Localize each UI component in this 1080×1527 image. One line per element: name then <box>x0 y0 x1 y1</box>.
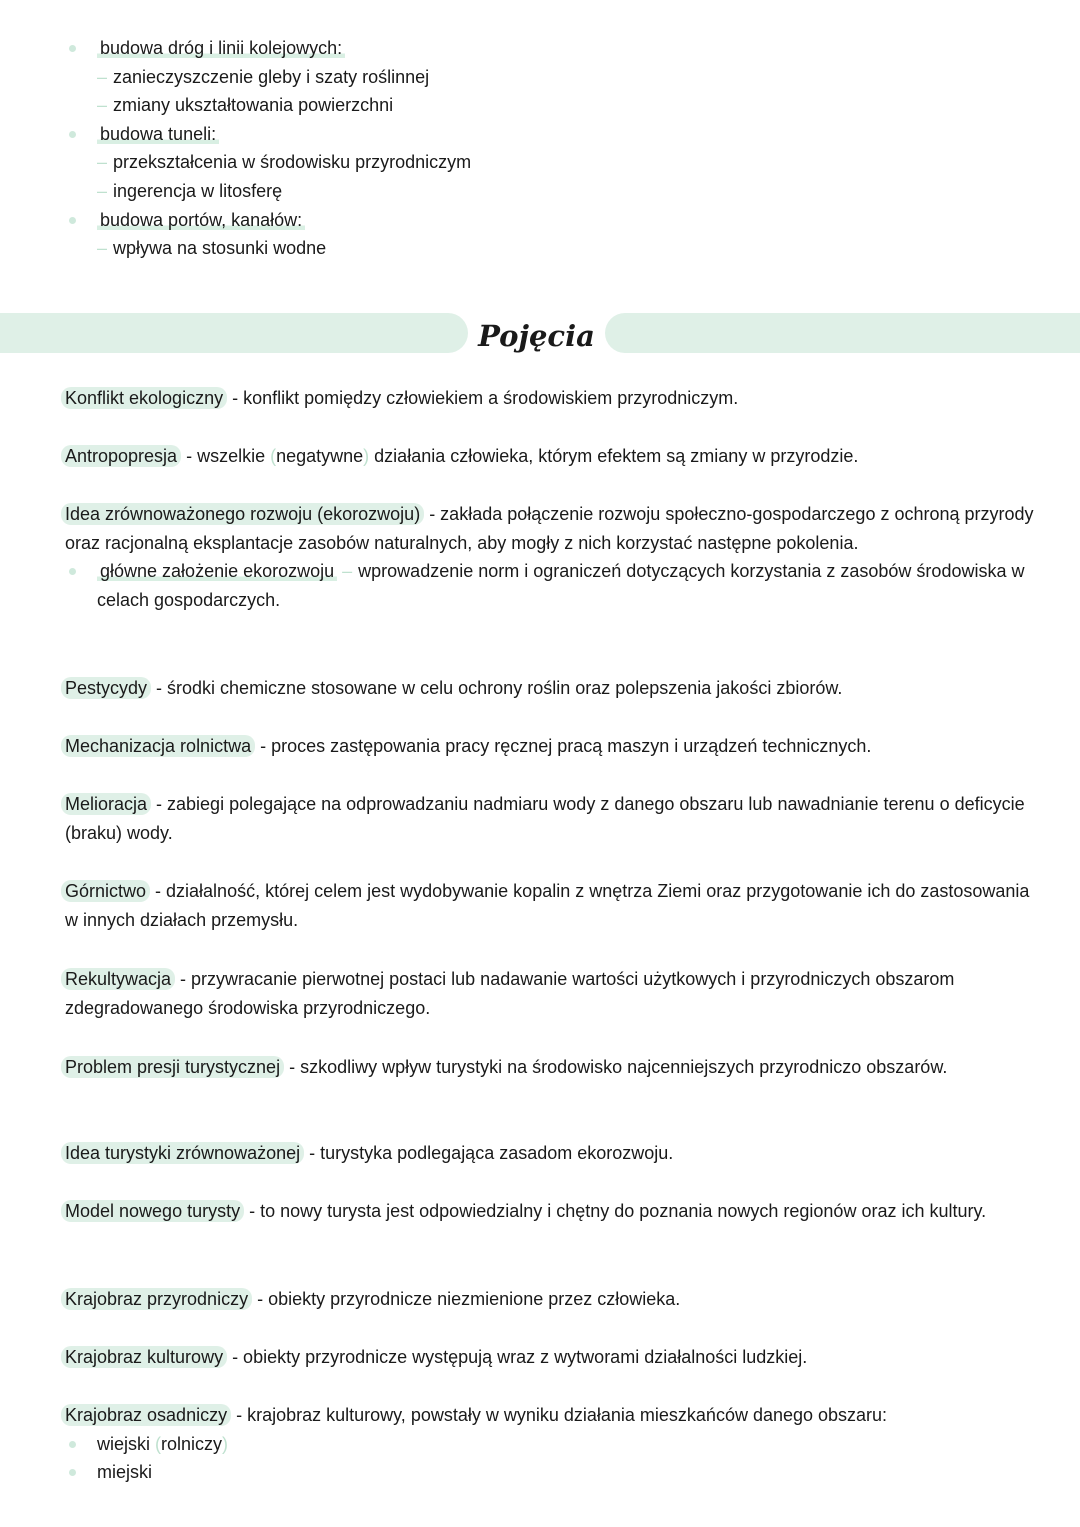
definition <box>65 1139 1045 1168</box>
bullet-icon <box>69 217 76 224</box>
bullet-icon <box>69 131 76 138</box>
sub-item: – ingerencja w litosferę <box>97 180 283 201</box>
definition <box>65 1197 1045 1226</box>
sub-item: – przekształcenia w środowisku przyrodniczym <box>97 152 472 173</box>
definition-text: działania człowieka, którym efektem są zmiany w przyrodzie. <box>369 446 859 466</box>
term: Melioracja <box>61 793 151 815</box>
term: Antropopresja <box>61 445 181 467</box>
list-item-label: główne założenie ekorozwoju <box>97 561 337 581</box>
list-item: wiejski (rolniczy) <box>65 1430 1045 1459</box>
list-item-label: budowa portów, kanałów: <box>97 210 305 230</box>
heading-band-left <box>0 313 468 353</box>
term: Konflikt ekologiczny <box>61 387 227 409</box>
definition <box>65 1401 1045 1487</box>
term: Rekultywacja <box>61 968 175 990</box>
definition <box>65 1285 1045 1314</box>
definition-text: - zabiegi polegające na odprowadzaniu nadmiaru wody z danego obszaru lub nawadnianie terenu o deficycie (braku) wody. <box>65 794 1025 843</box>
list-item-text: wiejski <box>97 1433 156 1454</box>
definition-text: - obiekty przyrodnicze niezmienione przez człowieka. <box>252 1289 681 1309</box>
list-item: główne założenie ekorozwoju – wprowadzenie norm i ograniczeń dotyczących korzystania z zasobów środowiska w celach gospodarczych. <box>65 557 1045 614</box>
parenthetical: rolniczy <box>161 1433 223 1454</box>
list-item <box>65 1458 1045 1487</box>
definition-text: - krajobraz kulturowy, powstały w wyniku działania mieszkańców danego obszaru: <box>231 1405 888 1425</box>
definition <box>65 500 1045 614</box>
term: Krajobraz przyrodniczy <box>61 1288 252 1310</box>
parenthetical: negatywne <box>276 446 364 466</box>
definition <box>65 384 1045 413</box>
term: Krajobraz kulturowy <box>61 1346 227 1368</box>
bullet-icon <box>69 1469 76 1476</box>
term: Idea turystyki zrównoważonej <box>61 1142 304 1164</box>
term: Problem presji turystycznej <box>61 1056 284 1078</box>
bullet-icon <box>69 45 76 52</box>
definition-text: - obiekty przyrodnicze występują wraz z wytworami działalności ludzkiej. <box>227 1347 808 1367</box>
bullet-icon <box>69 568 76 575</box>
section-heading: Pojęcia <box>478 319 595 353</box>
term: Idea zrównoważonego rozwoju (ekorozwoju) <box>61 503 424 525</box>
heading-band-right <box>605 313 1080 353</box>
list-item-text: wprowadzenie norm i ograniczeń dotyczących korzystania z zasobów środowiska w celach gospodarczych. <box>97 561 1025 610</box>
definition-text: - środki chemiczne stosowane w celu ochrony roślin oraz polepszenia jakości zbiorów. <box>151 678 843 698</box>
definition-text: - wszelkie <box>181 446 271 466</box>
definition-text: - szkodliwy wpływ turystyki na środowisko najcenniejszych przyrodniczo obszarów. <box>284 1057 948 1077</box>
list-item-text: miejski <box>97 1462 153 1483</box>
list-item <box>65 206 471 235</box>
sub-item: – zmiany ukształtowania powierzchni <box>97 95 394 116</box>
definition <box>65 1343 1045 1372</box>
definition-text: - proces zastępowania pracy ręcznej pracą maszyn i urządzeń technicznych. <box>255 736 872 756</box>
definition <box>65 790 1045 847</box>
sub-item: – zanieczyszczenie gleby i szaty roślinnej <box>97 66 430 87</box>
bullet-icon <box>69 1441 76 1448</box>
term: Model nowego turysty <box>61 1200 244 1222</box>
sub-item-text: zanieczyszczenie gleby i szaty roślinnej <box>113 66 430 87</box>
sub-item: – wpływa na stosunki wodne <box>97 238 327 259</box>
definition: Antropopresja - wszelkie (negatywne) działania człowieka, którym efektem są zmiany w przyrodzie. <box>65 442 1045 471</box>
definition <box>65 965 1045 1022</box>
top-bullet-list <box>65 34 471 263</box>
list-item-label: budowa dróg i linii kolejowych: <box>97 38 345 58</box>
definition-text: - przywracanie pierwotnej postaci lub nadawanie wartości użytkowych i przyrodniczych obszarom zdegradowanego środowiska przyrodniczego. <box>65 969 955 1018</box>
term: Krajobraz osadniczy <box>61 1404 231 1426</box>
definition-text: - konflikt pomiędzy człowiekiem a środowiskiem przyrodniczym. <box>227 388 739 408</box>
definition-text: - turystyka podlegająca zasadom ekorozwoju. <box>304 1143 674 1163</box>
sub-item-text: wpływa na stosunki wodne <box>113 238 327 259</box>
sub-item-text: ingerencja w litosferę <box>113 180 283 201</box>
list-item-label: budowa tuneli: <box>97 124 219 144</box>
definition <box>65 877 1045 934</box>
term: Mechanizacja rolnictwa <box>61 735 255 757</box>
definition <box>65 1053 1045 1082</box>
list-item <box>65 120 471 149</box>
definition-text: - to nowy turysta jest odpowiedzialny i chętny do poznania nowych regionów oraz ich kultury. <box>244 1201 987 1221</box>
term: Pestycydy <box>61 677 151 699</box>
sub-item-text: zmiany ukształtowania powierzchni <box>113 95 394 116</box>
sub-item-text: przekształcenia w środowisku przyrodniczym <box>113 152 472 173</box>
list-item <box>65 34 471 63</box>
definition-text: - działalność, której celem jest wydobywanie kopalin z wnętrza Ziemi oraz przygotowanie ich do zastosowania w innych działach przemysłu. <box>65 881 1030 930</box>
definition <box>65 732 1045 761</box>
definition-text: - zakłada połączenie rozwoju społeczno-gospodarczego z ochroną przyrody oraz racjonalną eksplantacje zasobów naturalnych, aby mogły z nich korzystać następne pokolenia. <box>65 504 1034 553</box>
term: Górnictwo <box>61 880 150 902</box>
definition <box>65 674 1045 703</box>
